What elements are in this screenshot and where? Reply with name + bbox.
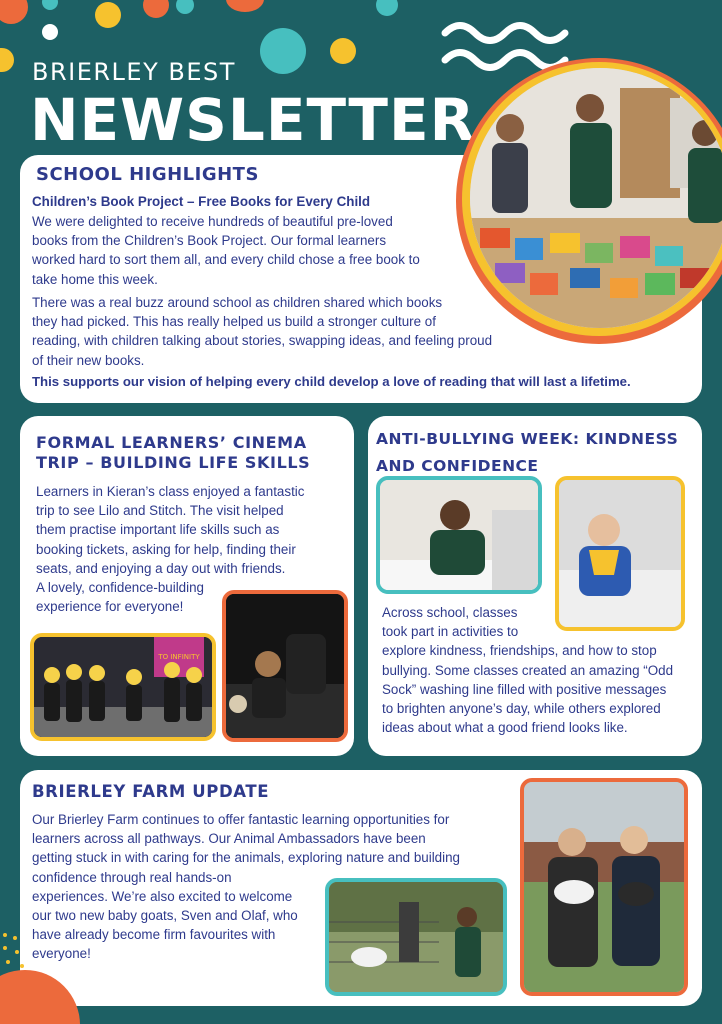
masthead-title: NEWSLETTER [30,86,476,154]
highlights-closing: This supports our vision of helping every child develop a love of reading that will last a lifetime. [32,374,631,389]
decor-dot [95,2,121,28]
antibullying-body [382,603,698,737]
text-line: of their new books. [32,352,145,368]
text-line: experiences. We’re also excited to welcome [32,888,293,904]
highlights-heading: SCHOOL HIGHLIGHTS [36,164,259,185]
text-line: they had picked. This has really helped us build a stronger culture of [32,314,436,330]
text-line: ideas about what a good friend looks like. [382,720,628,736]
decor-dot [0,0,28,24]
decor-dot [176,0,194,14]
text-line: explore kindness, friendships, and how to stop [382,643,657,659]
decor-dot [42,0,58,10]
text-line: experience for everyone! [36,599,184,615]
text-line: learners across all pathways. Our Animal Ambassadors have been [32,831,426,847]
text-line: books from the Children’s Book Project. Our formal learners [32,233,387,249]
text-line: took part in activities to [382,624,519,640]
highlights-paragraph-2 [32,293,552,370]
heading-line: FORMAL LEARNERS’ CINEMA [36,433,307,452]
heading-line: TRIP – BUILDING LIFE SKILLS [36,453,311,472]
cinema-group-photo [30,633,216,741]
text-line: take home this week. [32,271,158,287]
text-line: worked hard to sort them all, and every child chose a free book to [32,252,420,268]
antibullying-photo-1 [376,476,542,594]
text-line: There was a real buzz around school as children shared which books [32,295,443,310]
decor-dot [0,48,14,72]
antibullying-heading [376,426,678,480]
farm-goat-holders-photo [520,778,688,996]
decor-dot [143,0,169,18]
text-line: trip to see Lilo and Stitch. The visit helped [36,503,284,519]
text-line: bullying. Some classes created an amazing “Odd [382,662,674,678]
masthead-subtitle: BRIERLEY BEST [32,58,236,86]
text-line: to brighten anyone’s day, while others explored [382,701,661,717]
text-line: We were delighted to receive hundreds of beautiful pre-loved [32,214,393,229]
text-line: seats, and enjoying a day out with friends. [36,560,286,576]
text-line: Sock” washing line filled with positive messages [382,681,667,697]
decor-dot [330,38,356,64]
text-line: Learners in Kieran’s class enjoyed a fantastic [36,484,305,499]
farm-holders-illustration [524,782,684,992]
highlights-subheading: Children’s Book Project – Free Books for Every Child [32,194,371,209]
farm-pen-illustration [329,882,503,992]
text-line: booking tickets, asking for help, finding their [36,541,296,557]
antibullying-illustration-1 [380,480,538,590]
text-line: reading, with children talking about stories, swapping ideas, and feeling proud [32,333,493,349]
decor-dot [226,0,264,12]
text-line: confidence through real hands-on [32,869,232,885]
text-line: our two new baby goats, Sven and Olaf, who [32,908,298,924]
text-line: getting stuck in with caring for the animals, exploring nature and building [32,850,461,866]
heading-line: AND CONFIDENCE [376,457,539,475]
text-line: everyone! [32,946,91,962]
cinema-heading [36,433,310,473]
heading-line: ANTI-BULLYING WEEK: KINDNESS [376,430,679,448]
farm-heading: BRIERLEY FARM UPDATE [32,782,270,801]
dot-pattern-icon [0,930,40,990]
book-sorting-illustration [470,68,722,328]
text-line: Our Brierley Farm continues to offer fantastic learning opportunities for [32,812,450,827]
text-line: A lovely, confidence-building [36,580,204,596]
cinema-sign-text: TO INFINITY [158,653,200,661]
farm-goats-pen-photo [325,878,507,996]
text-line: Across school, classes [382,605,518,620]
decor-dot [42,24,58,40]
text-line: them practise important life skills such as [36,522,280,538]
cinema-seats-photo [222,590,348,742]
decor-dot [376,0,398,16]
cinema-seats-illustration [226,594,344,738]
highlights-paragraph-1 [32,212,472,289]
text-line: have already become firm favourites with [32,927,276,943]
cinema-group-illustration [34,637,212,737]
decor-dot [260,28,306,74]
book-sorting-photo [470,68,722,328]
